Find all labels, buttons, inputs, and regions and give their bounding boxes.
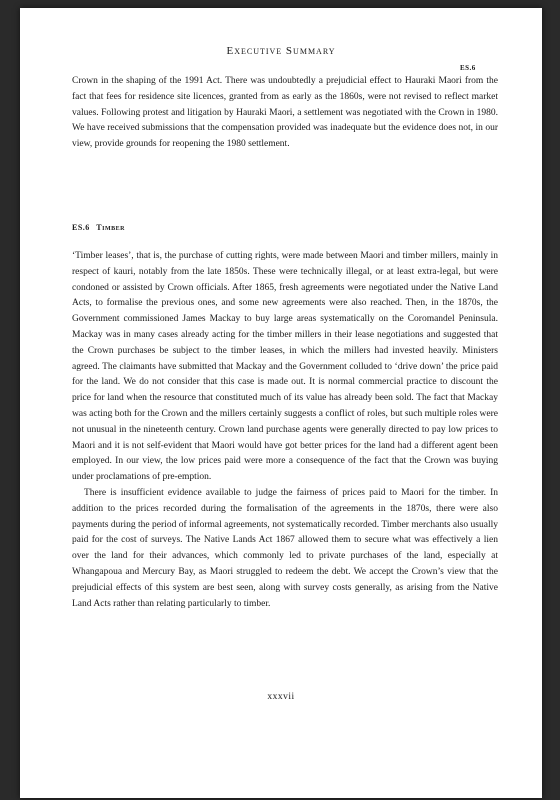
document-page [20,8,542,798]
page-number: xxxvii [267,692,295,702]
intro-paragraph: Crown in the shaping of the 1991 Act. There was undoubtedly a prejudicial effect to Hauraki Maori from the fact that fees for residence site licences, granted from as early as the 1860s, were not revised to reflect market values. Following protest and litigation by Hauraki Maori, a settlement was negotiated with the Crown in 1980. We have received submissions that the compensation provided was inadequate but the evidence does not, in our view, provide grounds for reopening the 1980 settlement. [72,76,498,150]
running-head: Executive Summary [226,45,336,57]
timber-paragraph-2: There is insufficient evidence available to judge the fairness of prices paid to Maori for the timber. In addition to the prices recorded during the formalisation of the agreements in the 1870s, there were also payments during the period of informal agreements, not systematically recorded. Timber merchants also usually paid for the cost of surveys. The Native Lands Act 1867 allowed them to secure what was effectively a lien over the land for their advances, which commonly led to private purchases of the land, especially at Whangapoua and Mercury Bay, as Maori struggled to redeem the debt. We accept the Crown’s view that the prejudicial effects of this system are best seen, along with survey costs generally, as arising from the Native Land Acts rather than relating particularly to timber. [72,488,498,609]
section-heading-title: Timber [96,223,125,232]
section-reference: ES.6 [460,64,476,72]
section-heading [72,223,125,232]
section-heading-number: ES.6 [72,223,90,232]
timber-paragraph-1: ‘Timber leases’, that is, the purchase of cutting rights, were made between Maori and timber millers, mainly in respect of kauri, notably from the late 1850s. These were technically illegal, or at least extra-legal, but were condoned or assisted by Crown officials. After 1865, fresh agreements were negotiated under the Native Land Acts, to formalise the previous ones, and some new agreements were also reached. Then, in the 1870s, the Government commissioned James Mackay to buy large areas systematically on the Coromandel Peninsula. Mackay was in many cases already acting for the timber millers in their lease negotiations and suggested that the Crown purchases be subject to the timber leases, in which the millers had invested heavily. Ministers agreed. The claimants have submitted that Mackay and the Government colluded to ‘drive down’ the price paid for the land. We do not consider that this case is made out. It is normal commercial practice to discount the price for land when the resource that constituted much of its value has already been sold. The fact that Mackay was acting both for the Crown and the millers certainly suggests a conflict of roles, but such multiple roles were not unusual in the nineteenth century. Crown land purchase agents were generally directed to pay low prices to Maori and it is not self-evident that Maori would have got better prices for the land had a different agent been employed. In our view, the low prices paid were more a consequence of the fact that the Crown was buying under proclamations of pre-emption. [72,251,498,483]
